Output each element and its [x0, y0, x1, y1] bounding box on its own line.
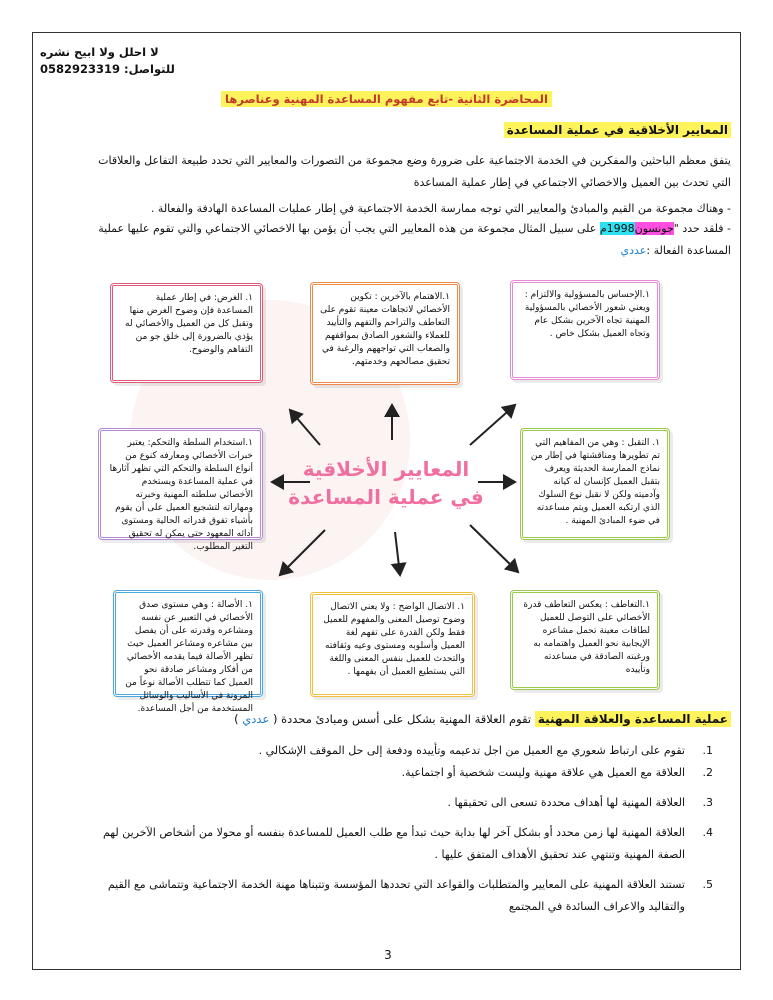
header-note [40, 44, 240, 78]
page-number: 3 [384, 948, 392, 962]
diagram-center-title: المعايير الأخلاقية في عملية المساعدة [288, 457, 484, 509]
list-item: 2. العلاقة مع العميل هي علاقة مهنية وليست شخصية أو اجتماعية. [401, 766, 713, 779]
johnson-year: 1998م [599, 222, 635, 235]
no-share-note: لا احلل ولا ابيح نشره [40, 45, 159, 59]
johnson-name: جونسون [634, 222, 674, 235]
list-item: 5. تستند العلاقة المهنية على المعايير والمتطلبات والقواعد التي تحددها المؤسسة وتتبناها مهنة الخدمة الاجتماعية وتتماشى مع القيم والتقاليد والاعراف السائدة في المجتمع [107, 878, 713, 913]
standard-box-genuineness: ١. الأصالة : وهي مستوى صدق الأخصائي في التعبير عن نفسه ومشاعره وقدرته على أن يفصل بين مشاعره ومشاعر العميل حيث تظهر الأصالة فيما يقدمه الأخصائي من أفكار ومشاعر صادقة نحو العميل كما تتطلب الأصالة نوعاً من المرونة في الأساليب والوسائل المستخدمة من أجل المساعدة. [113, 590, 263, 697]
contact-phone: للتواصل: 0582923319 [40, 62, 175, 76]
section-heading-relationship: عملية المساعدة والعلاقة المهنية تقوم العلاقة المهنية بشكل على أسس ومبادئ محددة ( عددي ) [71, 712, 731, 726]
standard-box-communication: ١. الاتصال الواضح : ولا يعني الاتصال وضوح توصيل المعنى والمفهوم للعميل فقط ولكن القدرة على تفهم لغة العميل وأسلوبه ومستوى وعيه وثقافته والتحدث للعميل بنفس المعنى واللغة التي يستطيع العميل أن يفهمها . [310, 592, 475, 697]
lecture-title: المحاضرة الثانية -تابع مفهوم المساعدة المهنية وعناصرها [150, 92, 623, 106]
standard-box-purpose: ١. الغرض: في إطار عملية المساعدة فإن وضوح الغرض منها وتقبل كل من العميل والأخصائي له يؤدي بالضرورة إلى خلق جو من التفاهم والوضوح. [110, 283, 263, 383]
count-label: عددي [620, 244, 647, 257]
standard-box-responsibility: ١.الإحساس بالمسؤولية والالتزام : ويعني شعور الأخصائي بالمسؤولية المهنية تجاه الآخرين بشكل عام وتجاه العميل بشكل خاص . [510, 280, 660, 380]
bullet-values-text: وهناك مجموعة من القيم والمبادئ والمعايير التي توجه ممارسة الخدمة الاجتماعية في إطار عمليات المساعدة الهادفة والفعالة . [150, 202, 724, 215]
standard-box-authority: ١.استخدام السلطة والتحكم: يعتبر خبرات الأخصائي ومعارفه كنوع من أنواع السلطة والتحكم التي تظهر آثارها في عملية المساعدة ويستخدم الأخصائي سلطته المهنية وخبرته ومهاراته لتشجيع العميل على أن يقوم بأشياء تفوق قدراته الحالية ومستوى أدائه المعهود حتى يمكن له تحقيق التغير المطلوب. [98, 428, 263, 540]
list-item: 3. العلاقة المهنية لها أهداف محددة تسعى الى تحقيقها . [447, 796, 713, 809]
list-item: 1. تقوم على ارتباط شعوري مع العميل من اجل تدعيمه وتأييده ودفعة إلى حل الموقف الإشكالي . [258, 744, 713, 757]
relationship-list [73, 740, 713, 918]
list-item: 4. العلاقة المهنية لها زمن محدد أو بشكل آخر لها بداية حيث تبدأ مع طلب العميل للمساعدة بنفسه أو محولا من أشخاص الآخرين لهم الصفة المهنية وتنتهي عند تحقيق الأهداف المتفق عليها . [102, 826, 713, 861]
standard-box-empathy: ١.التعاطف : يعكس التعاطف قدرة الأخصائي على التوصل للعميل لطاقات معينة تحمل مشاعره الإيجابية نحو العميل واهتمامه به ورغبته الصادقة في مساعدته وتأييده [510, 590, 660, 690]
bullet-dash: - [723, 222, 731, 235]
section-heading-ethics: المعايير الأخلاقية في عملية المساعدة [91, 123, 731, 137]
ethics-intro: يتفق معظم الباحثين والمفكرين في الخدمة الاجتماعية على ضرورة وضع مجموعة من التصورات والمعايير التي تحدد طبيعة التفاعل والعلاقات التي تحدث بين العميل والاخصائي الاجتماعي في إطار عملية المساعدة [98, 154, 731, 189]
count-label: عددي [242, 712, 270, 726]
bullet-johnson: - فلقد حدد "جونسون1998م على سبيل المثال مجموعة من هذه المعايير التي يجب أن يؤمن بها الاخصائي الاجتماعي والتي تقوم عليها عملية المساعدة الفعالة :عددي [98, 222, 731, 257]
bullet-values [71, 198, 731, 220]
standard-box-care: ١.الاهتمام بالآخرين : تكوين الأخصائي لاتجاهات معينة تقوم على التعاطف والتراحم والتفهم والتأييد للعملاء والشعور الصادق بمواقفهم والصعاب التي تواجههم والرغبة في تحقيق مصالحهم وخدمتهم. [310, 282, 460, 385]
bullet-dash: - [723, 202, 731, 215]
standard-box-acceptance: ١. التقبل : وهي من المفاهيم التي تم تطويرها ومناقشتها في إطار من نماذج الممارسة الحديثة ويعرف بتقبل العميل كإنسان له كيانه وآدميته ولكن لا نقبل نوع السلوك الذي ارتكبه العميل ويتم مساعدته في ضوء المبادئ المهنية . [520, 428, 670, 540]
